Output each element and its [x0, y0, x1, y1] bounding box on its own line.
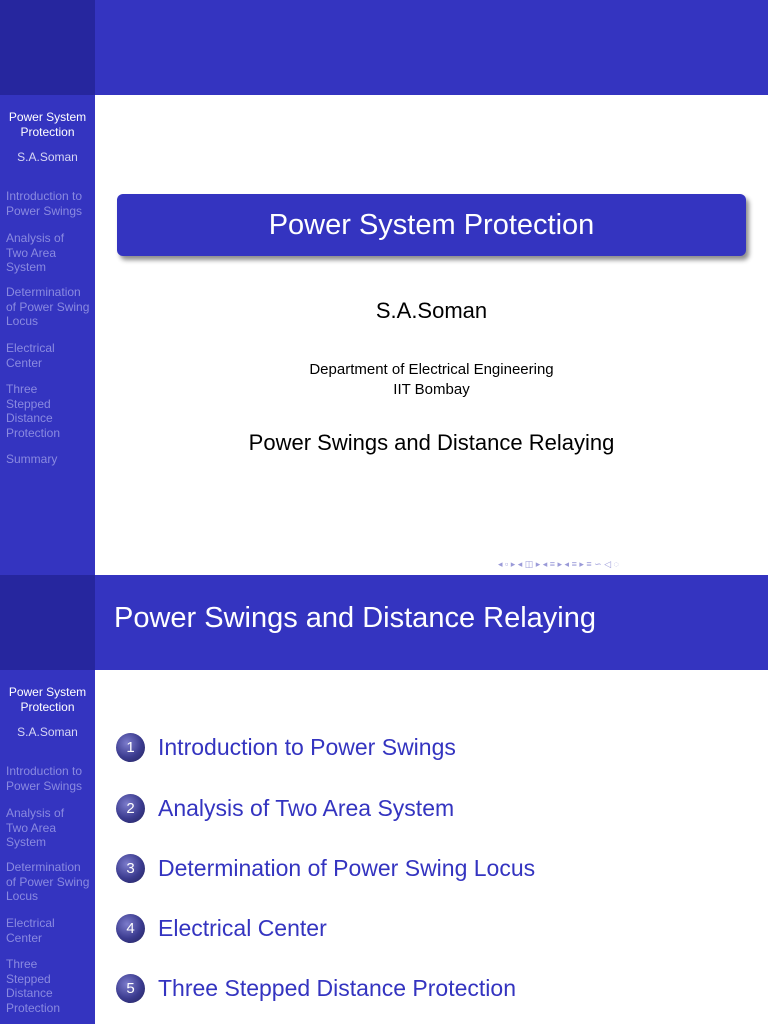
sidebar-item-analysis[interactable]: Analysis of Two Area System — [6, 806, 65, 850]
section-number-ball: 5 — [116, 974, 145, 1003]
sidebar-item-analysis[interactable]: Analysis of Two Area System — [6, 231, 65, 275]
section-number-ball: 2 — [116, 794, 145, 823]
sidebar-title[interactable] — [0, 685, 95, 715]
sidebar-author[interactable]: S.A.Soman — [17, 725, 78, 739]
sidebar-title[interactable] — [0, 110, 95, 140]
toc-item-5[interactable] — [116, 974, 516, 1003]
toc-label[interactable]: Electrical Center — [158, 915, 327, 941]
sidebar-item-three-stepped[interactable]: Three Stepped Distance Protection — [6, 957, 61, 1015]
navigation-symbols[interactable]: ◂ ▫ ▸ ◂ ◫ ▸ ◂ ≡ ▸ ◂ ≡ ▸ ≡ ∽ ◁ ◌ — [498, 558, 619, 569]
sidebar-title-text: Power System Protection — [8, 110, 87, 139]
sidebar-item-determination[interactable]: Determination of Power Swing Locus — [6, 860, 90, 904]
header-corner — [0, 575, 95, 670]
sidebar-title-text: Power System Protection — [8, 685, 87, 714]
sidebar-author[interactable]: S.A.Soman — [17, 150, 78, 164]
section-number-ball: 4 — [116, 914, 145, 943]
toc-item-4[interactable] — [116, 914, 327, 943]
section-number-ball: 1 — [116, 733, 145, 762]
toc-label[interactable]: Determination of Power Swing Locus — [158, 855, 536, 881]
sidebar-item-introduction[interactable]: Introduction to Power Swings — [6, 764, 83, 793]
author-name: S.A.Soman — [375, 298, 488, 323]
beamer-navigation-bar[interactable] — [498, 557, 764, 571]
sidebar-item-determination[interactable]: Determination of Power Swing Locus — [6, 285, 90, 329]
sidebar-item-introduction[interactable]: Introduction to Power Swings — [6, 189, 83, 218]
toc-item-3[interactable] — [116, 854, 535, 883]
sidebar-item-three-stepped[interactable]: Three Stepped Distance Protection — [6, 382, 61, 440]
toc-item-1[interactable] — [116, 733, 456, 762]
header-corner — [0, 0, 95, 95]
department: Department of Electrical Engineering — [309, 361, 554, 378]
sidebar — [0, 670, 95, 1024]
presentation-subtitle: Power Swings and Distance Relaying — [248, 430, 615, 455]
toc-label[interactable]: Three Stepped Distance Protection — [158, 975, 516, 1001]
toc-label[interactable]: Introduction to Power Swings — [158, 734, 456, 760]
toc-item-2[interactable] — [116, 794, 454, 823]
header-bar — [0, 0, 768, 95]
toc-label[interactable]: Analysis of Two Area System — [158, 795, 455, 821]
sidebar-item-electrical-center[interactable]: Electrical Center — [6, 341, 55, 370]
section-number-ball: 3 — [116, 854, 145, 883]
sidebar — [0, 95, 95, 575]
presentation-title: Power System Protection — [268, 208, 595, 241]
sidebar-item-summary[interactable]: Summary — [6, 452, 58, 466]
frame-title: Power Swings and Distance Relaying — [114, 602, 596, 634]
outline-slide — [0, 575, 768, 1024]
presentation-title-box — [117, 194, 746, 256]
institute: IIT Bombay — [393, 381, 470, 398]
sidebar-item-electrical-center[interactable]: Electrical Center — [6, 916, 55, 945]
